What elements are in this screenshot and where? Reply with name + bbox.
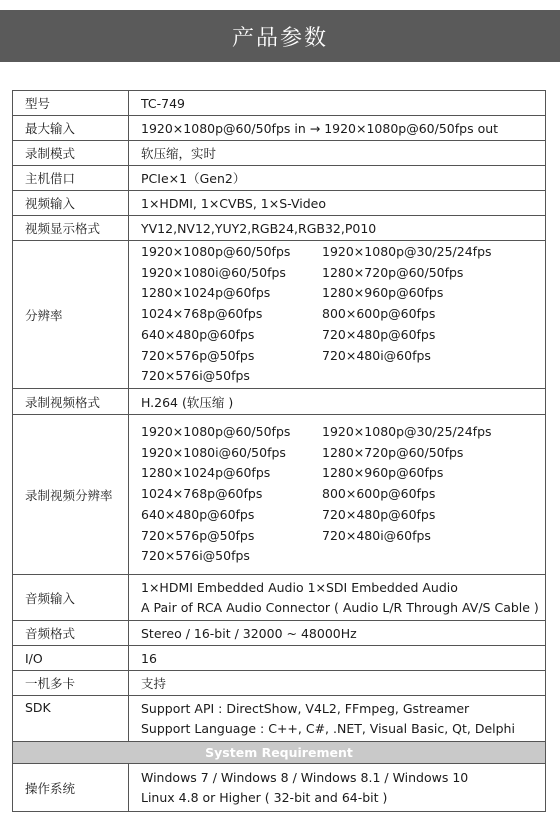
table-row bbox=[13, 621, 546, 646]
row-label: 操作系统 bbox=[13, 764, 129, 812]
resolution-item: 1920×1080i@60/50fps bbox=[141, 264, 286, 280]
row-value: 软压缩，实时 bbox=[129, 141, 546, 166]
table-row bbox=[13, 141, 546, 166]
table-row bbox=[13, 646, 546, 671]
row-label: 一机多卡 bbox=[13, 671, 129, 696]
page-title: 产品参数 bbox=[231, 25, 328, 51]
row-value: 支持 bbox=[129, 671, 546, 696]
table-row bbox=[13, 241, 546, 389]
row-label: 视频输入 bbox=[13, 191, 129, 216]
table-row bbox=[13, 575, 546, 621]
row-value: Stereo / 16-bit / 32000 ~ 48000Hz bbox=[129, 621, 546, 646]
resolution-item: 720×480i@60fps bbox=[322, 527, 431, 543]
section-header-row bbox=[13, 742, 546, 764]
row-value-line: A Pair of RCA Audio Connector ( Audio L/R Through AV/S Cable ) bbox=[141, 599, 539, 615]
row-value-line: Windows 7 / Windows 8 / Windows 8.1 / Windows 10 bbox=[141, 769, 469, 785]
resolution-item: 1920×1080p@30/25/24fps bbox=[322, 423, 492, 439]
resolution-item: 1280×1024p@60fps bbox=[141, 285, 271, 301]
row-label: 音频输入 bbox=[13, 575, 129, 621]
resolution-item: 800×600p@60fps bbox=[322, 306, 436, 322]
page-header bbox=[0, 10, 560, 62]
resolution-item: 1024×768p@60fps bbox=[141, 486, 263, 502]
table-row bbox=[13, 91, 546, 116]
resolution-item: 720×480p@60fps bbox=[322, 506, 436, 522]
resolution-item: 720×576i@50fps bbox=[141, 548, 250, 564]
resolution-item: 720×576p@50fps bbox=[141, 347, 255, 363]
resolution-item: 640×480p@60fps bbox=[141, 326, 255, 342]
resolution-item: 640×480p@60fps bbox=[141, 506, 255, 522]
table-row bbox=[13, 696, 546, 742]
table-row bbox=[13, 116, 546, 141]
row-value-line: 1×HDMI Embedded Audio 1×SDI Embedded Audio bbox=[141, 579, 458, 595]
table-row bbox=[13, 415, 546, 575]
resolution-item: 1024×768p@60fps bbox=[141, 306, 263, 322]
resolution-item: 1280×720p@60/50fps bbox=[322, 444, 464, 460]
row-label: 录制视频格式 bbox=[13, 389, 129, 415]
table-row bbox=[13, 764, 546, 812]
row-value-line: Support API : DirectShow, V4L2, FFmpeg, Gstreamer bbox=[141, 700, 470, 716]
row-value: PCIe×1（Gen2） bbox=[129, 166, 546, 191]
table-row bbox=[13, 166, 546, 191]
row-label: 录制模式 bbox=[13, 141, 129, 166]
table-row bbox=[13, 389, 546, 415]
resolution-item: 720×480i@60fps bbox=[322, 347, 431, 363]
row-label: 型号 bbox=[13, 91, 129, 116]
resolution-item: 1280×960p@60fps bbox=[322, 465, 444, 481]
row-value: 1×HDMI, 1×CVBS, 1×S-Video bbox=[129, 191, 546, 216]
table-row bbox=[13, 671, 546, 696]
row-label: 音频格式 bbox=[13, 621, 129, 646]
row-label: I/O bbox=[13, 646, 129, 671]
row-label: 录制视频分辨率 bbox=[13, 415, 129, 575]
row-value-line: Linux 4.8 or Higher ( 32-bit and 64-bit ) bbox=[141, 789, 388, 805]
row-value: YV12,NV12,YUY2,RGB24,RGB32,P010 bbox=[129, 216, 546, 241]
resolution-item: 720×576p@50fps bbox=[141, 527, 255, 543]
spec-table bbox=[12, 90, 546, 812]
resolution-item: 1920×1080i@60/50fps bbox=[141, 444, 286, 460]
row-value-line: Support Language : C++, C#, .NET, Visual Basic, Qt, Delphi bbox=[141, 720, 515, 736]
row-label: SDK bbox=[13, 696, 129, 742]
table-row bbox=[13, 216, 546, 241]
record-resolution-grid bbox=[141, 422, 545, 568]
resolution-item: 1280×720p@60/50fps bbox=[322, 264, 464, 280]
resolution-item: 1280×960p@60fps bbox=[322, 285, 444, 301]
row-value: 16 bbox=[129, 646, 546, 671]
resolution-item: 720×576i@50fps bbox=[141, 368, 250, 384]
resolution-item: 1920×1080p@60/50fps bbox=[141, 243, 291, 259]
table-row bbox=[13, 191, 546, 216]
row-label: 主机借口 bbox=[13, 166, 129, 191]
row-value: TC-749 bbox=[129, 91, 546, 116]
resolution-item: 800×600p@60fps bbox=[322, 486, 436, 502]
row-value: H.264 (软压缩 ) bbox=[129, 389, 546, 415]
row-label: 最大输入 bbox=[13, 116, 129, 141]
system-requirement-heading: System Requirement bbox=[13, 742, 546, 764]
resolution-grid bbox=[141, 242, 545, 388]
resolution-item: 1920×1080p@30/25/24fps bbox=[322, 243, 492, 259]
row-label: 视频显示格式 bbox=[13, 216, 129, 241]
row-label: 分辨率 bbox=[13, 241, 129, 389]
resolution-item: 720×480p@60fps bbox=[322, 326, 436, 342]
row-value: 1920×1080p@60/50fps in → 1920×1080p@60/50fps out bbox=[129, 116, 546, 141]
resolution-item: 1920×1080p@60/50fps bbox=[141, 423, 291, 439]
resolution-item: 1280×1024p@60fps bbox=[141, 465, 271, 481]
